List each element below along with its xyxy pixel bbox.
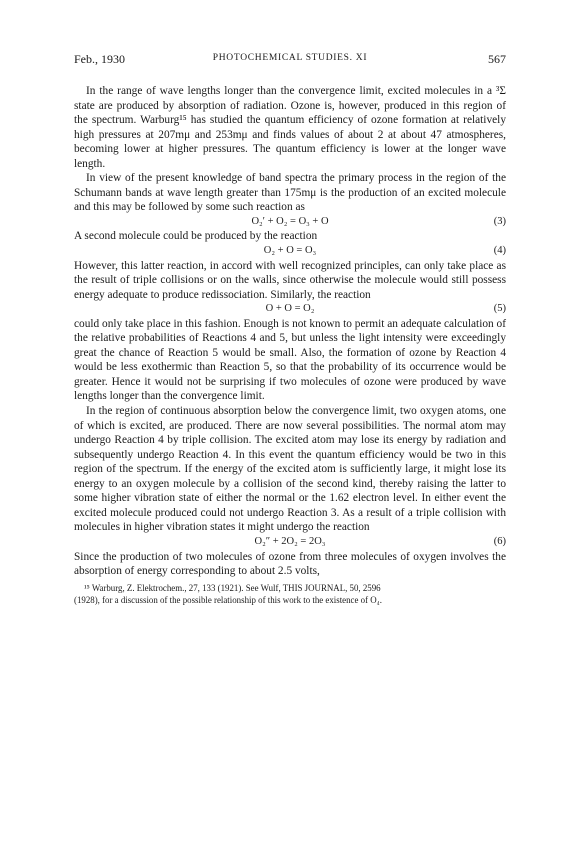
running-header (74, 52, 506, 68)
equation-6 (74, 535, 506, 550)
article-body (74, 84, 506, 579)
equation-expression: O₂′ + O₂ = O₃ + O (251, 215, 329, 227)
footnote-15-line: ¹⁵ Warburg, Z. Elektrochem., 27, 133 (1921). See Wulf, THIS JOURNAL, 50, 2596 (84, 582, 381, 593)
equation-expression: O₂″ + 2O₂ = 2O₃ (254, 535, 326, 547)
equation-5 (74, 302, 506, 317)
paragraph: However, this latter reaction, in accord with well recognized principles, can only take place as the result of triple collisions or on the walls, since otherwise the molecule would still possess energy adequate to produce redissociation. Similarly, the reaction (74, 259, 506, 301)
paragraph: A second molecule could be produced by the reaction (74, 230, 318, 243)
footnote-15-line: (1928), for a discussion of the possible relationship of this work to the existence of O₄. (74, 595, 382, 606)
page-number: 567 (488, 52, 506, 66)
footnotes (74, 582, 506, 607)
paragraph: In the region of continuous absorption below the convergence limit, two oxygen atoms, one of which is excited, are produced. There are now several possibilities. The normal atom may undergo Reaction 4 by triple collision. The excited atom may lose its energy by radiation and subsequently undergo Reaction 4. In this event the quantum efficiency would be two in this region of the spectrum. If the energy of the excited atom is sufficiently large, it might lose its energy to an oxygen molecule by a collision of the second kind, thereby raising the latter to some higher vibration state of either the normal or the 1.62 electron level. In either event the excited molecule produced could not undergo Reaction 3. As a result of a triple collision with molecules in higher vibration states it might undergo the reaction (74, 405, 506, 534)
paragraph: could only take place in this fashion. Enough is not known to permit an adequate calculation of the relative probabilities of Reactions 4 and 5, but unless the light intensity were exceedingly great the chance of Reaction 5 would be small. Also, the formation of ozone by Reaction 4 would be less exothermic than Reaction 5, so that the probability of its occurrence would be greater. Hence it would not be surprising if two molecules of ozone were produced by wave lengths longer than the convergence limit. (74, 317, 506, 403)
journal-page (74, 52, 506, 607)
equation-number: (6) (493, 535, 506, 547)
paragraph: In the range of wave lengths longer than the convergence limit, excited molecules in a ³Σ state are produced by absorption of radiation. Ozone is, however, produced in this region of the spectrum. Warburg¹⁵ has studied the quantum efficiency of ozone formation at relatively high pressures at 207mμ and 253mμ and finds values of about 2 at about 47 atmospheres, becoming lower at higher pressures. The quantum efficiency is lower at the longer wave length. (74, 85, 506, 170)
equation-expression: O₂ + O = O₃ (263, 245, 317, 257)
equation-number: (3) (493, 215, 506, 227)
equation-4 (74, 244, 506, 259)
equation-number: (5) (493, 303, 506, 315)
equation-expression: O + O = O₂ (265, 303, 315, 315)
equation-number: (4) (493, 245, 506, 257)
equation-3 (74, 215, 506, 230)
paragraph: Since the production of two molecules of ozone from three molecules of oxygen involves the absorption of energy corresponding to about 2.5 volts, (74, 550, 506, 578)
running-title: PHOTOCHEMICAL STUDIES. XI (212, 53, 368, 63)
paragraph: In view of the present knowledge of band spectra the primary process in the region of the Schumann bands at wave length greater than 175mμ is the production of an excited molecule and this may be followed by some such reaction as (74, 172, 506, 214)
issue-date: Feb., 1930 (74, 52, 125, 66)
